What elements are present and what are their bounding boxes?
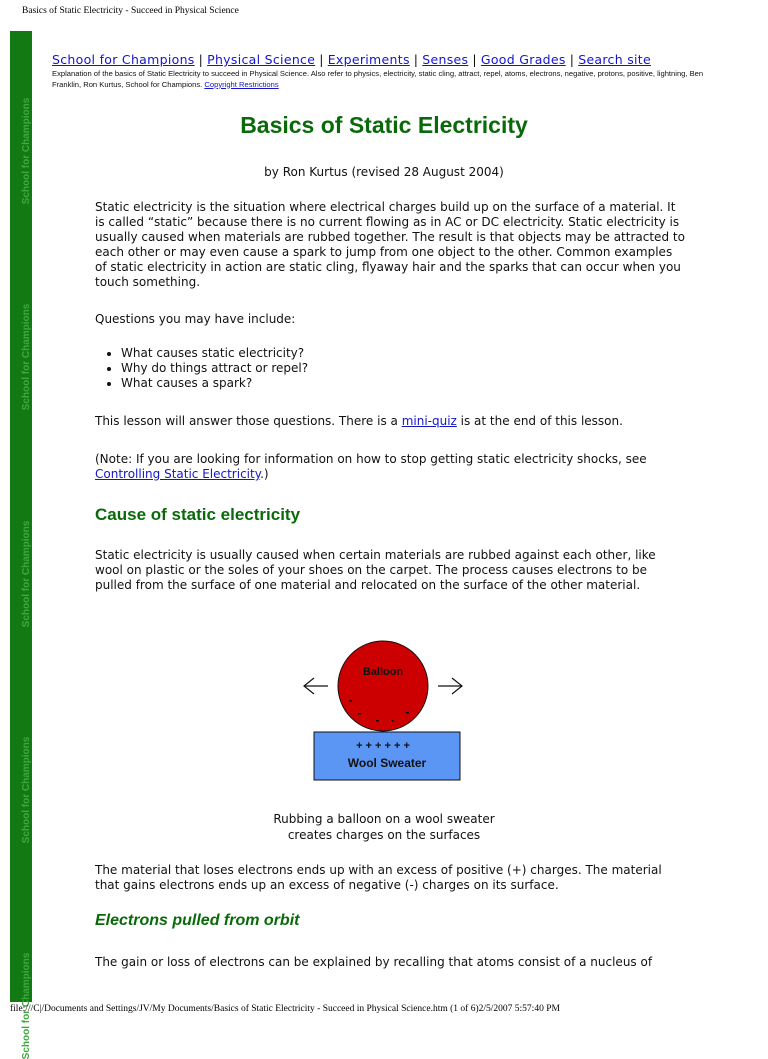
controlling-static-link[interactable]: Controlling Static Electricity xyxy=(95,467,261,481)
caption-line: Rubbing a balloon on a wool sweater xyxy=(273,812,495,826)
note-text: (Note: If you are looking for information on how to stop getting static electricity shocks, see xyxy=(95,452,647,466)
nav-separator: | xyxy=(413,52,419,67)
list-item: • What causes a spark? xyxy=(121,376,308,391)
nav-separator: | xyxy=(198,52,204,67)
top-nav xyxy=(52,52,651,67)
sidebar-label: School for Champions xyxy=(21,952,32,1059)
nav-link-experiments[interactable]: Experiments xyxy=(327,52,410,67)
sidebar-label: School for Champions xyxy=(21,736,32,844)
sweater-label: Wool Sweater xyxy=(347,756,427,770)
section-heading-cause: Cause of static electricity xyxy=(95,505,301,524)
nav-link-search-site[interactable]: Search site xyxy=(578,52,651,67)
keywords-description xyxy=(52,69,722,90)
left-arrow-icon xyxy=(304,678,328,694)
list-item: • Why do things attract or repel? xyxy=(121,361,308,376)
keywords-text: Explanation of the basics of Static Electricity to succeed in Physical Science. Also refer to physics, electricity, static cling, attract, repel, atoms, electrons, negative, protons, positive, lightning, Ben Franklin, Ron Kurtus, School for Champions. xyxy=(52,69,704,89)
copyright-link[interactable]: Copyright Restrictions xyxy=(204,79,279,89)
section-heading-electrons: Electrons pulled from orbit xyxy=(95,912,300,929)
cause-paragraph: Static electricity is usually caused when certain materials are rubbed against each other, like wool on plastic or the soles of your shoes on the carpet. The process causes electrons to be pulled from the surface of one material and relocated on the surface of the other material. xyxy=(95,548,656,592)
nav-link-school-for-champions[interactable]: School for Champions xyxy=(52,52,195,67)
sidebar-label: School for Champions xyxy=(21,520,32,628)
note-paragraph xyxy=(95,452,685,482)
nav-separator: | xyxy=(472,52,477,67)
balloon-sweater-diagram xyxy=(298,636,468,784)
questions-intro: Questions you may have include: xyxy=(95,312,296,326)
sidebar-label: School for Champions xyxy=(21,303,32,411)
charges-paragraph: The material that loses electrons ends up with an excess of positive (+) charges. The material that gains electrons ends up an excess of negative (-) charges on its surface. xyxy=(95,863,662,892)
right-arrow-icon xyxy=(438,678,462,694)
nav-link-physical-science[interactable]: Physical Science xyxy=(207,52,316,67)
balloon xyxy=(338,641,428,731)
print-header: Basics of Static Electricity - Succeed in Physical Science xyxy=(22,6,239,16)
intro-paragraph: Static electricity is the situation where electrical charges build up on the surface of a material. It is called “static” because there is no current flowing as in AC or DC electricity. Static electricity is usually caused when materials are rubbed together. The result is that objects may be attracted to each other or may even cause a spark to jump from one object to the other. Common examples of static electricity in action are static cling, flyaway hair and the sparks that can occur when you touch something. xyxy=(95,200,685,289)
caption-line: creates charges on the surfaces xyxy=(287,828,481,842)
note-text: .) xyxy=(260,467,269,481)
lesson-paragraph xyxy=(95,414,685,429)
electrons-paragraph: The gain or loss of electrons can be explained by recalling that atoms consist of a nucleus of xyxy=(95,955,653,969)
page-title: Basics of Static Electricity xyxy=(240,112,528,138)
nav-separator: | xyxy=(569,52,575,67)
print-footer: file:///C|/Documents and Settings/JV/My Documents/Basics of Static Electricity - Succeed in Physical Science.htm (1 of 6)2/5/2007 5:57:40 PM xyxy=(10,1004,560,1014)
questions-list xyxy=(95,346,308,391)
list-item: • What causes static electricity? xyxy=(121,346,308,361)
sidebar-label: School for Champions xyxy=(21,97,32,205)
nav-link-senses[interactable]: Senses xyxy=(422,52,469,67)
nav-link-good-grades[interactable]: Good Grades xyxy=(480,52,566,67)
mini-quiz-link[interactable]: mini-quiz xyxy=(401,414,457,428)
lesson-text: This lesson will answer those questions. There is a xyxy=(95,414,402,428)
lesson-text: is at the end of this lesson. xyxy=(456,414,623,428)
figure-caption xyxy=(0,811,768,843)
positive-charges: + + + + + + xyxy=(356,740,410,752)
balloon-label: Balloon xyxy=(362,666,404,678)
byline: by Ron Kurtus (revised 28 August 2004) xyxy=(264,165,504,179)
nav-separator: | xyxy=(319,52,324,67)
